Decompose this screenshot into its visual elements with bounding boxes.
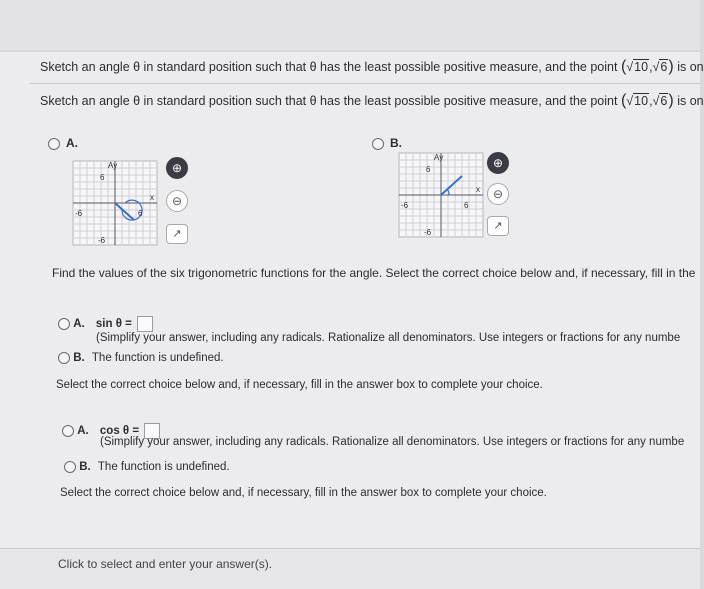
find-instruction: Find the values of the six trigonometric functions for the angle. Select the correct choice below and, if necessary, fill in the (52, 266, 696, 280)
graph-a (70, 158, 160, 248)
zoom-in-icon[interactable]: ⊕ (487, 152, 509, 174)
sin-option-b[interactable]: B. The function is undefined. (58, 352, 224, 364)
footer-hint: Click to select and enter your answer(s). (58, 557, 273, 571)
svg-text:Ay: Ay (108, 161, 118, 170)
question-suffix: is on (677, 60, 704, 74)
cos-option-b[interactable]: B. The function is undefined. (64, 461, 230, 473)
zoom-out-icon[interactable]: ⊖ (166, 190, 188, 212)
point-x: 10 (634, 94, 649, 108)
radio-cos-b[interactable] (64, 461, 76, 473)
svg-text:-6: -6 (98, 236, 106, 245)
zoom-in-icon[interactable]: ⊕ (166, 157, 188, 179)
question-prefix: Sketch an angle θ in standard position such that θ has the least possible positive measure, and the point (40, 94, 618, 108)
option-b-graph[interactable]: B. (372, 136, 402, 150)
svg-text:6: 6 (100, 173, 105, 182)
sin-option-a[interactable]: A. sin θ = (58, 316, 153, 332)
radio-option-b[interactable] (372, 138, 384, 150)
radio-cos-a[interactable] (62, 425, 74, 437)
radio-sin-a[interactable] (58, 318, 70, 330)
divider (30, 83, 700, 84)
point-y: 6 (660, 60, 668, 74)
graph-b (396, 150, 486, 242)
svg-text:-6: -6 (75, 209, 83, 218)
svg-text:6: 6 (464, 201, 469, 210)
radio-option-a[interactable] (48, 138, 60, 150)
question-prefix: Sketch an angle θ in standard position such that θ has the least possible positive measure, and the point (40, 60, 618, 74)
zoom-out-icon[interactable]: ⊖ (487, 183, 509, 205)
point-x: 10 (634, 60, 649, 74)
cos-option-a[interactable]: A. cos θ = (62, 423, 160, 439)
svg-text:x: x (476, 185, 480, 194)
sin-answer-box[interactable] (137, 316, 153, 332)
question-suffix: is on (677, 94, 704, 108)
option-a-graph[interactable]: A. (48, 136, 78, 150)
sin-hint: (Simplify your answer, including any radicals. Rationalize all denominators. Use integers or fractions for any numbe (96, 332, 681, 344)
question-text: Sketch an angle θ in standard position such that θ has the least possible positive measure, and the point (√10,√6) is on (40, 92, 704, 109)
svg-text:6: 6 (426, 165, 431, 174)
svg-text:Ay: Ay (434, 153, 444, 162)
svg-text:6: 6 (138, 209, 143, 218)
svg-text:x: x (150, 193, 154, 202)
question-text-top: Sketch an angle θ in standard position such that θ has the least possible positive measure, and the point (√10,√6) is on (40, 58, 704, 75)
external-link-icon[interactable]: ↗ (487, 216, 509, 236)
cos-hint: (Simplify your answer, including any radicals. Rationalize all denominators. Use integers or fractions for any numbe (100, 436, 685, 448)
svg-text:-6: -6 (424, 228, 432, 237)
top-bar (0, 0, 700, 50)
external-link-icon[interactable]: ↗ (166, 224, 188, 244)
point-y: 6 (660, 94, 668, 108)
radio-sin-b[interactable] (58, 352, 70, 364)
select-instruction: Select the correct choice below and, if necessary, fill in the answer box to complete your choice. (56, 379, 543, 391)
select-instruction-2: Select the correct choice below and, if necessary, fill in the answer box to complete your choice. (60, 487, 547, 499)
status-bar (0, 548, 700, 589)
svg-text:-6: -6 (401, 201, 409, 210)
